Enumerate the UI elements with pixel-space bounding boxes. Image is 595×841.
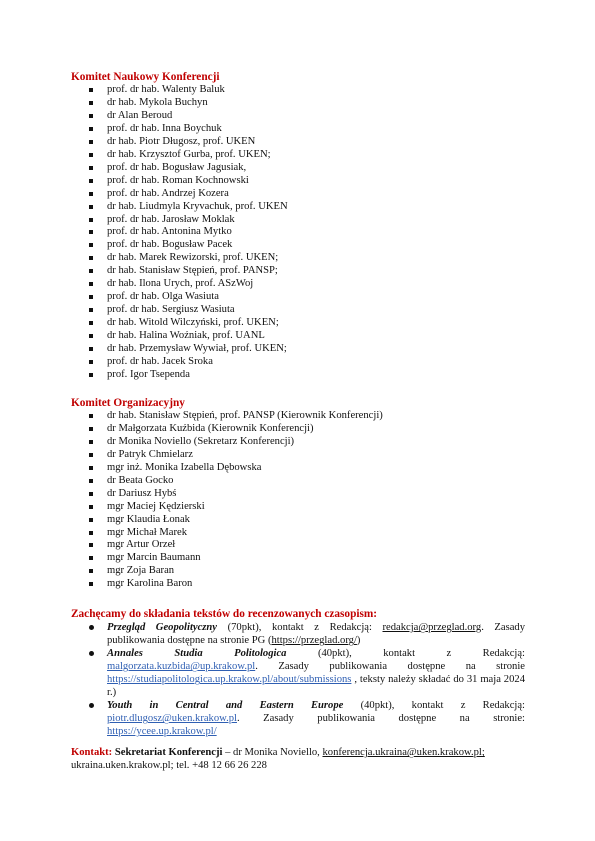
list-item: dr Patryk Chmielarz (71, 449, 525, 462)
journal-item (71, 647, 525, 699)
list-item: dr Małgorzata Kuźbida (Kierownik Konferencji) (71, 423, 525, 436)
journal-name: Annales Studia Politologica (107, 648, 287, 660)
journal-url-link[interactable]: https://przeglad.org/ (271, 635, 357, 647)
journals-title: Zachęcamy do składania tekstów do recenzowanych czasopism: (71, 608, 378, 621)
journal-first-line (107, 647, 525, 660)
list-item: dr Monika Noviello (Sekretarz Konferencji) (71, 436, 525, 449)
contact-label: Kontakt: (71, 747, 113, 759)
list-item: dr hab. Stanisław Stępień, prof. PANSP (Kierownik Konferencji) (71, 410, 525, 423)
journal-name: Przegląd Geopolityczny (107, 622, 218, 634)
list-item: prof. Igor Tsependa (71, 369, 525, 382)
list-item: mgr Artur Orzeł (71, 539, 525, 552)
list-item: mgr Marcin Baumann (71, 552, 525, 565)
list-item: dr hab. Krzysztof Gurba, prof. UKEN; (71, 149, 525, 162)
list-item: prof. dr hab. Sergiusz Wasiuta (71, 304, 525, 317)
list-item: dr hab. Ilona Urych, prof. ASzWoj (71, 278, 525, 291)
scientific-committee-title: Komitet Naukowy Konferencji (71, 71, 220, 83)
list-item: prof. dr hab. Andrzej Kozera (71, 188, 525, 201)
journal-email-link[interactable]: malgorzata.kuzbida@up.krakow.pl (107, 661, 256, 673)
journals-list (71, 621, 525, 738)
journal-first-line (107, 699, 525, 712)
organizing-committee-list (71, 410, 525, 591)
journal-item (71, 699, 525, 738)
journal-url-link[interactable]: https://studiapolitologica.up.krakow.pl/about/submissions (107, 674, 352, 686)
journal-second-line (107, 712, 525, 725)
journal-url-link[interactable]: https://ycee.up.krakow.pl/ (107, 726, 217, 738)
list-item: dr hab. Piotr Długosz, prof. UKEN (71, 136, 525, 149)
organizing-committee-title: Komitet Organizacyjny (71, 396, 185, 409)
list-item: dr hab. Halina Woźniak, prof. UANL (71, 330, 525, 343)
contact-line (71, 746, 525, 772)
list-item: mgr Karolina Baron (71, 578, 525, 591)
journal-name: Youth in Central and Eastern Europe (107, 700, 344, 712)
list-item: mgr inż. Monika Izabella Dębowska (71, 462, 525, 475)
list-item: prof. dr hab. Inna Boychuk (71, 123, 525, 136)
list-item: prof. dr hab. Olga Wasiuta (71, 291, 525, 304)
journal-email-link[interactable]: piotr.dlugosz@uken.krakow.pl (107, 713, 237, 725)
list-item: dr hab. Mykola Buchyn (71, 97, 525, 110)
journal-rules-suffix: ) (356, 635, 361, 647)
journal-item (71, 621, 525, 647)
list-item: mgr Zoja Baran (71, 565, 525, 578)
list-item: prof. dr hab. Jarosław Moklak (71, 214, 525, 227)
list-item: prof. dr hab. Bogusław Jagusiak, (71, 162, 525, 175)
journal-points: (40pkt), kontakt z Redakcją: (360, 700, 525, 712)
journal-email-link[interactable]: redakcja@przeglad.org (382, 622, 482, 634)
journal-rules-text: . Zasady publikowania dostępne na stronie (255, 661, 525, 673)
list-item: prof. dr hab. Walenty Baluk (71, 84, 525, 97)
journal-rules-text: . Zasady publikowania dostępne na stronie PG ( (107, 622, 525, 647)
journal-rules-text: . Zasady publikowania dostępne na stronie: (237, 713, 525, 725)
contact-site: ukraina.uken.krakow.pl; tel. +48 12 66 26 228 (71, 760, 267, 772)
list-item: dr hab. Liudmyla Kryvachuk, prof. UKEN (71, 201, 525, 214)
list-item: mgr Klaudia Łonak (71, 514, 525, 527)
list-item: dr Dariusz Hybś (71, 488, 525, 501)
contact-secretariat: Sekretariat Konferencji (114, 747, 223, 759)
list-item: dr Alan Beroud (71, 110, 525, 123)
list-item: dr hab. Przemysław Wywiał, prof. UKEN; (71, 343, 525, 356)
journal-rules-suffix: , teksty należy składać do 31 maja 2024 r.) (107, 674, 525, 699)
list-item: prof. dr hab. Bogusław Pacek (71, 239, 525, 252)
list-item: mgr Michał Marek (71, 527, 525, 540)
list-item: dr Beata Gocko (71, 475, 525, 488)
list-item: mgr Maciej Kędzierski (71, 501, 525, 514)
list-item: prof. dr hab. Antonina Mytko (71, 226, 525, 239)
list-item: dr hab. Marek Rewizorski, prof. UKEN; (71, 252, 525, 265)
document-content (71, 70, 525, 772)
contact-person: – dr Monika Noviello, (222, 747, 323, 759)
contact-email-link[interactable]: konferencja.ukraina@uken.krakow.pl; (322, 747, 485, 759)
list-item: prof. dr hab. Roman Kochnowski (71, 175, 525, 188)
list-item: dr hab. Witold Wilczyński, prof. UKEN; (71, 317, 525, 330)
journal-points: (70pkt), kontakt z Redakcją: (227, 622, 372, 634)
list-item: prof. dr hab. Jacek Sroka (71, 356, 525, 369)
list-item: dr hab. Stanisław Stępień, prof. PANSP; (71, 265, 525, 278)
journal-points: (40pkt), kontakt z Redakcją: (317, 648, 525, 660)
scientific-committee-list (71, 84, 525, 382)
